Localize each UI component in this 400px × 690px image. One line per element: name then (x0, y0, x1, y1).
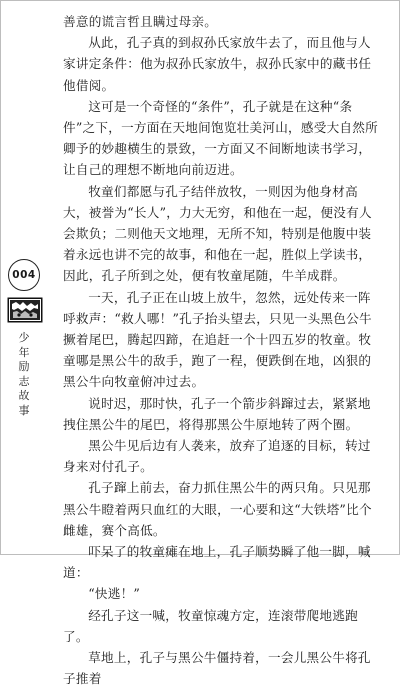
paragraph: 这可是一个奇怪的“条件”，孔子就是在这种“条件”之下，一方面在天地间饱览壮美河山，感受大自然所卿予的妙趣横生的景致，一方面又不间断地读书学习，让自己的理想不断地向前迈进。 (63, 98, 378, 178)
page-number: 004 (8, 259, 40, 291)
paragraph: “快逃！” (88, 586, 141, 602)
paragraph: 善意的谎言哲且瞒过母亲。 (63, 14, 218, 29)
book-emblem-icon (7, 297, 43, 323)
series-title: 少年励志故事 (18, 331, 30, 417)
paragraph: 孔子蹿上前去，奋力抓住黑公牛的两只角。只见那黑公牛瞪着两只血红的大眼，一心要和这“大铁塔”比个雌雄，赛个高低。 (63, 480, 372, 538)
paragraph: 吓呆了的牧童瘫在地上，孔子顺势瞬了他一脚，喊道： (63, 544, 371, 581)
paragraph: 黑公牛见后边有人袭来，放弃了追逐的目标，转过身来对付孔子。 (63, 438, 371, 475)
paragraph: 经孔子这一喊，牧童惊魂方定，连滚带爬地逃跑了。 (63, 607, 358, 644)
paragraph: 一天，孔子正在山坡上放牛，忽然，远处传来一阵呼救声：“救人哪！”孔子抬头望去，只见一头黑色公牛撅着尾巴，腾起四蹄，在追赶一个十四五岁的牧童。牧童哪是黑公牛的敌手，跑了一程，便跌倒在地，凶狠的黑公牛向牧童俯冲过去。 (63, 289, 372, 390)
paragraph: 说时迟，那时快，孔子一个箭步斜蹿过去，紧紧地拽住黑公牛的尾巴，将得那黑公牛原地转了两个圈。 (63, 395, 371, 432)
paragraph: 从此，孔子真的到叔孙氏家放牛去了，而且他与人家讲定条件：他为叔孙氏家放牛，叔孙氏家中的藏书任他借阅。 (63, 35, 372, 93)
paragraph: 草地上，孔子与黑公牛僵持着，一会儿黑公牛将孔子推着 (63, 650, 371, 687)
paragraph: 牧童们都愿与孔子结伴放牧，一则因为他身材高大，被誉为“长人”，力大无穷，和他在一起，便没有人会欺负；二则他天文地理，无所不知，特别是他腹中装着永远也讲不完的故事，和他在一起，胜似上学读书，因此，孔子所到之处，便有牧童尾随，牛羊成群。 (63, 183, 372, 284)
body-text (63, 11, 379, 690)
